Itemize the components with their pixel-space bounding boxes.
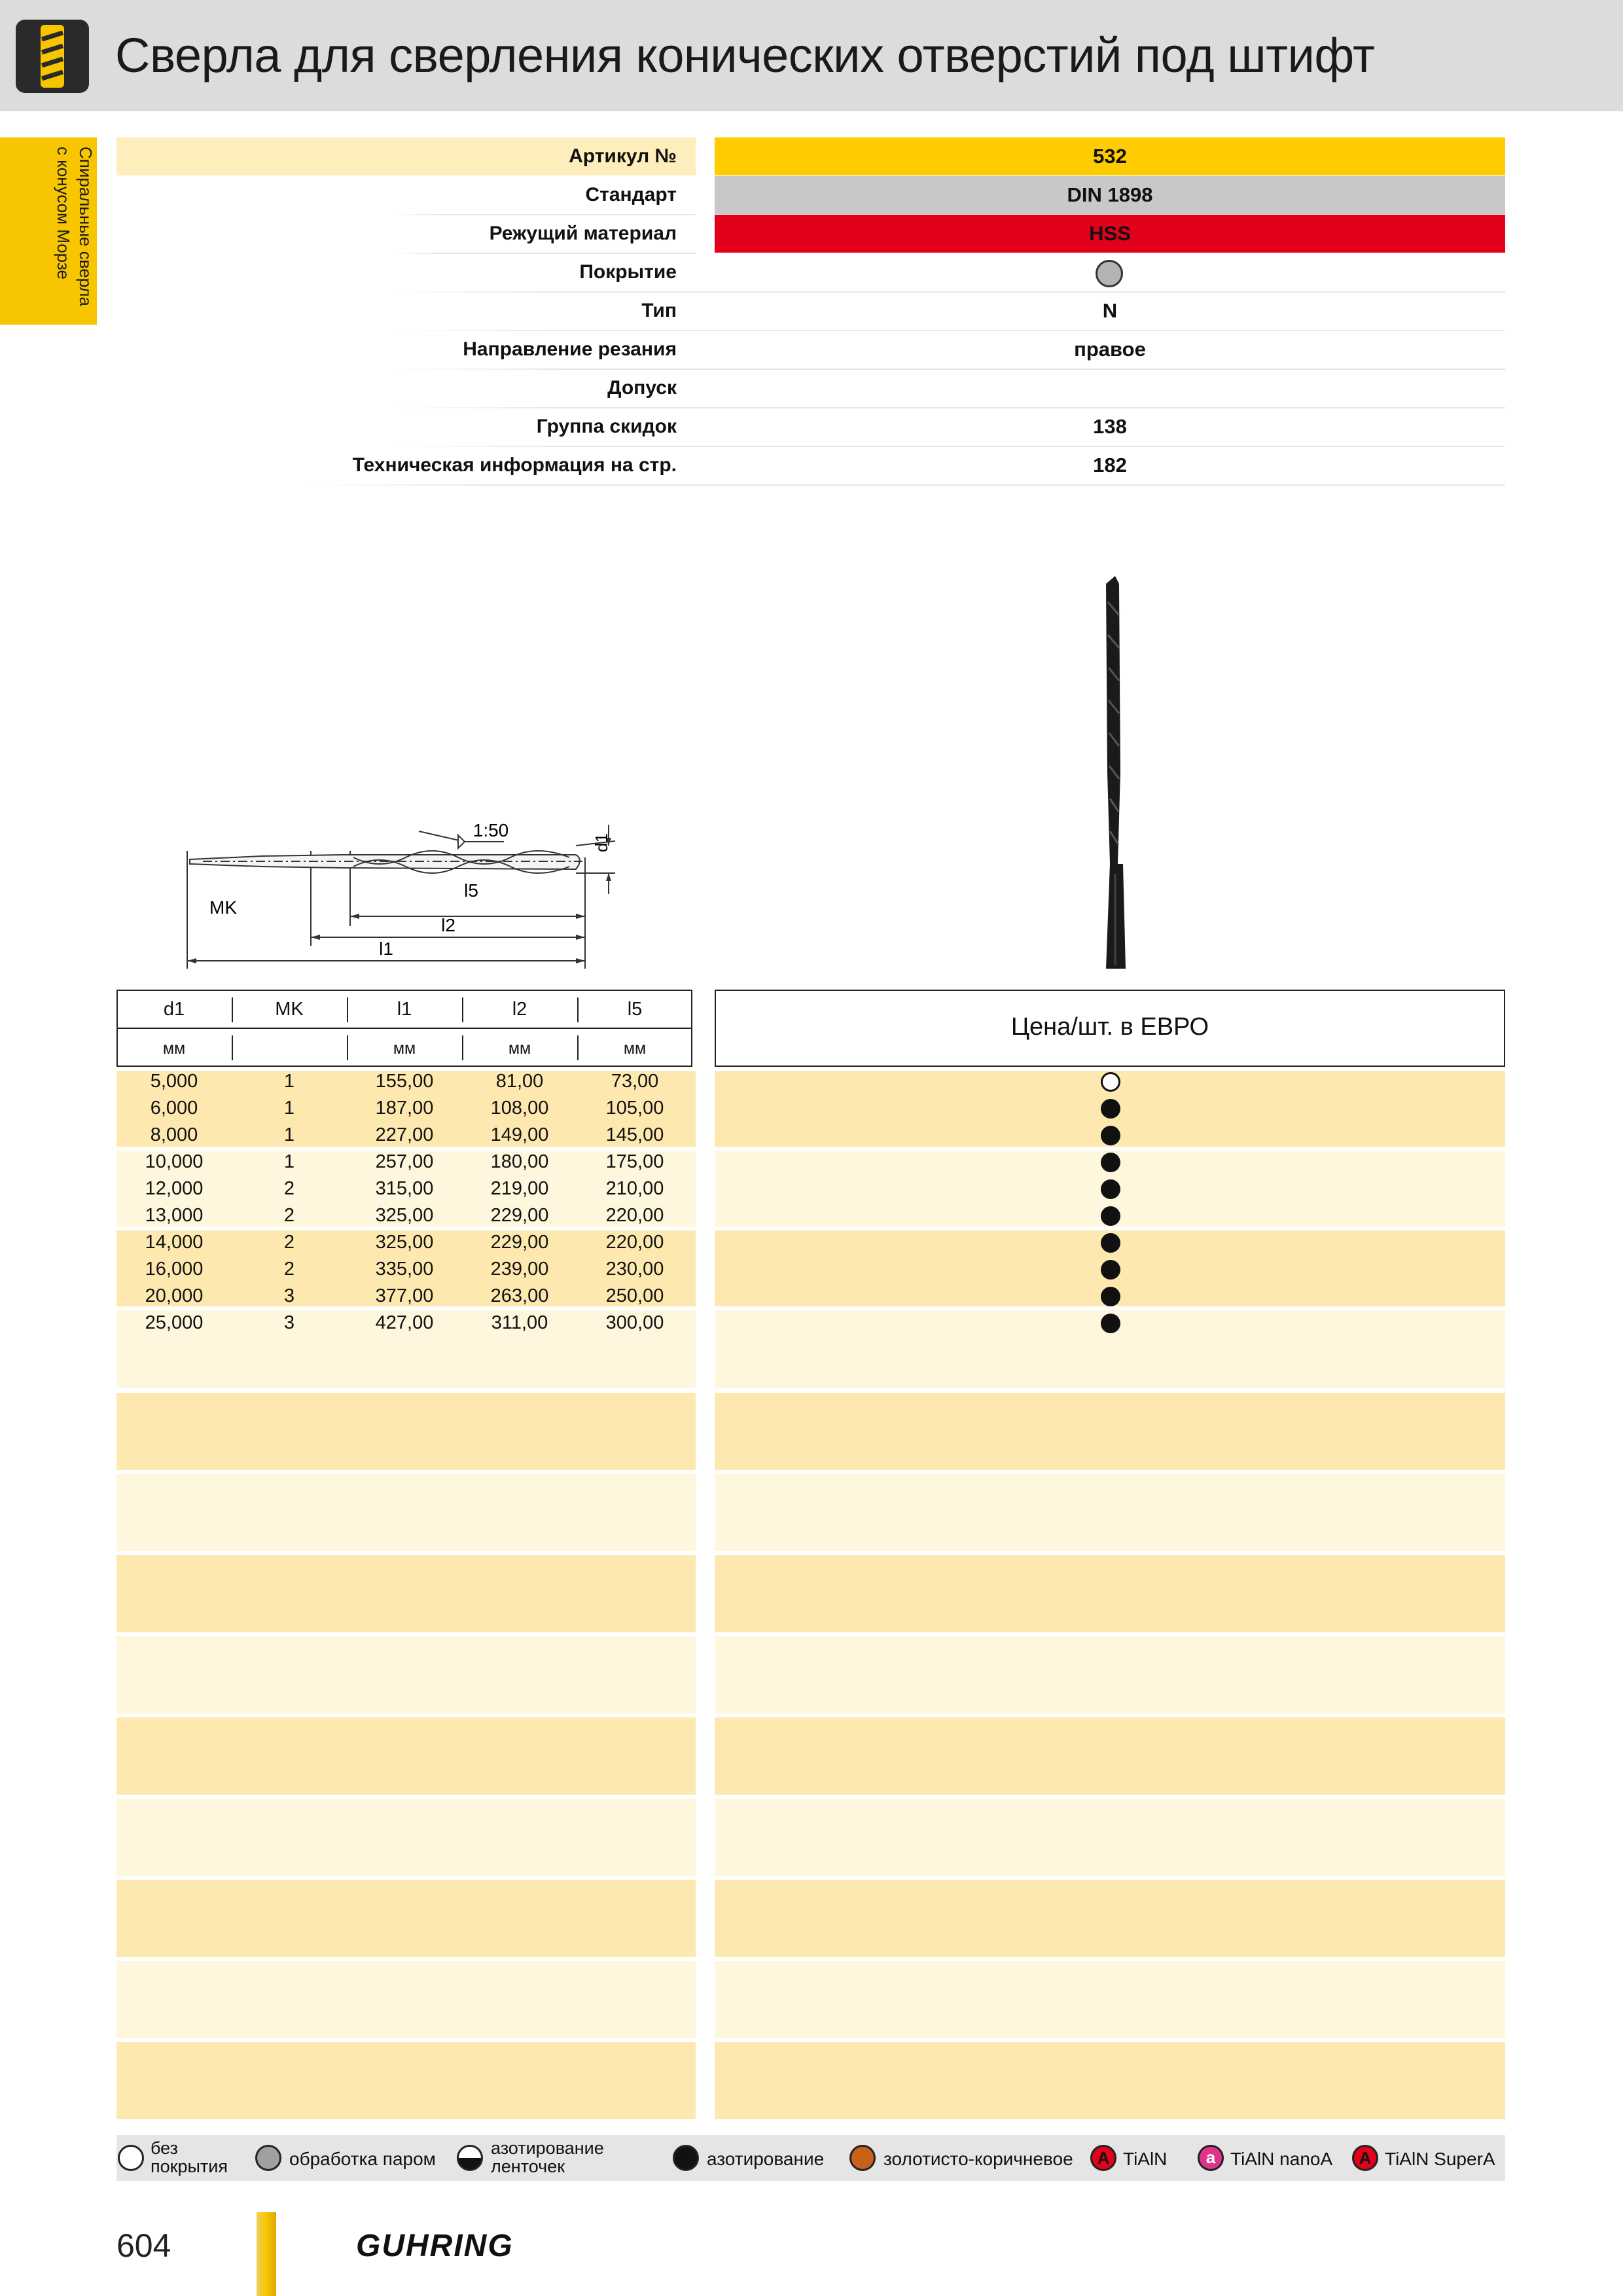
table-band: [715, 1717, 1505, 1795]
unit-l5: мм: [623, 1039, 647, 1058]
grey-circle-icon: [255, 2145, 281, 2171]
cell-d1: 13,000: [145, 1205, 204, 1226]
cell-l5: 145,00: [605, 1124, 664, 1145]
table-band: [715, 2042, 1505, 2119]
cell-l1: 427,00: [375, 1312, 434, 1333]
availability-filled-icon: [1101, 1099, 1120, 1119]
cell-mk: 3: [283, 1285, 295, 1306]
legend-label-nitrided: азотирование: [707, 2149, 825, 2169]
availability-filled-icon: [1101, 1206, 1120, 1226]
spec-label-standard: Стандарт: [585, 184, 677, 206]
cell-l1: 377,00: [375, 1285, 434, 1306]
table-band: [715, 1393, 1505, 1470]
cell-l2: 263,00: [490, 1285, 549, 1306]
cell-l5: 300,00: [605, 1312, 664, 1333]
cell-l2: 311,00: [491, 1312, 548, 1333]
cell-d1: 20,000: [145, 1285, 204, 1306]
cell-mk: 2: [283, 1205, 295, 1226]
spec-value-discount-group: 138: [1093, 415, 1127, 438]
category-tab-line2: с конусом Морзе: [54, 147, 73, 279]
cell-l1: 155,00: [375, 1071, 434, 1092]
cell-d1: 5,000: [150, 1071, 198, 1092]
spec-value-article: 532: [715, 137, 1505, 175]
price-header: Цена/шт. в ЕВРО: [1010, 1013, 1209, 1041]
table-band: [715, 1799, 1505, 1876]
tialn-supera-icon: A: [1352, 2145, 1378, 2171]
table-band: [715, 1880, 1505, 1957]
column-separator: [577, 1035, 579, 1060]
divider: [393, 214, 696, 215]
cell-l2: 180,00: [490, 1151, 549, 1172]
availability-filled-icon: [1101, 1260, 1120, 1280]
cell-l2: 239,00: [490, 1259, 549, 1280]
availability-filled-icon: [1101, 1153, 1120, 1172]
cell-d1: 6,000: [150, 1098, 198, 1119]
page-title: Сверла для сверления конических отверстий под штифт: [115, 28, 1375, 82]
table-band: [116, 2042, 696, 2119]
spec-value-tolerance: [715, 369, 1505, 407]
cell-l1: 257,00: [375, 1151, 434, 1172]
table-band: [116, 1717, 696, 1795]
divider: [393, 253, 696, 254]
table-band: [715, 1961, 1505, 2038]
spec-label-tech-info: Техническая информация на стр.: [352, 454, 677, 476]
cell-mk: 2: [283, 1259, 295, 1280]
drill-technical-drawing: [183, 812, 641, 969]
page-number: 604: [116, 2227, 171, 2264]
availability-filled-icon: [1101, 1126, 1120, 1145]
drawing-l5-label: l5: [464, 880, 478, 901]
category-tab-line1: Спиральные сверла: [76, 147, 96, 306]
availability-filled-icon: [1101, 1233, 1120, 1253]
drawing-taper-label: 1:50: [473, 820, 509, 840]
unit-d1: мм: [162, 1039, 186, 1058]
cell-l5: 230,00: [605, 1259, 664, 1280]
spec-value-tech-info[interactable]: 182: [1093, 454, 1127, 476]
cell-l1: 325,00: [375, 1232, 434, 1253]
drawing-l1-label: l1: [379, 939, 393, 959]
column-header-mk: MK: [275, 999, 304, 1020]
cell-mk: 1: [283, 1151, 295, 1172]
table-band: [715, 1636, 1505, 1713]
table-band: [116, 1555, 696, 1632]
drawing-l2-label: l2: [441, 915, 455, 935]
column-separator: [232, 1035, 233, 1060]
spec-value-direction: правое: [1074, 338, 1146, 361]
availability-filled-icon: [1101, 1179, 1120, 1199]
cell-l5: 73,00: [611, 1071, 659, 1092]
cell-l2: 219,00: [490, 1178, 549, 1199]
cell-mk: 2: [283, 1178, 295, 1199]
cell-l1: 325,00: [375, 1205, 434, 1226]
cell-mk: 1: [283, 1071, 295, 1092]
cell-mk: 3: [283, 1312, 295, 1333]
spec-label-coating: Покрытие: [579, 261, 677, 283]
unit-l2: мм: [508, 1039, 531, 1058]
black-circle-icon: [673, 2145, 699, 2171]
cell-l5: 250,00: [605, 1285, 664, 1306]
cell-l5: 220,00: [605, 1232, 664, 1253]
legend-label-steam: обработка паром: [289, 2149, 436, 2169]
availability-open-icon: [1101, 1072, 1120, 1092]
cell-d1: 12,000: [145, 1178, 204, 1199]
table-band: [116, 1880, 696, 1957]
cell-l2: 108,00: [490, 1098, 549, 1119]
header-divider: [118, 1028, 691, 1029]
unit-l1: мм: [393, 1039, 416, 1058]
category-tab-label: [38, 147, 97, 318]
legend-label-tialn: TiAlN: [1123, 2149, 1168, 2169]
cell-l1: 187,00: [375, 1098, 434, 1119]
cell-mk: 2: [283, 1232, 295, 1253]
column-separator: [462, 1035, 463, 1060]
legend-label-tialn-nanoa: TiAlN nanoA: [1230, 2149, 1333, 2169]
drawing-d1-label: d1: [592, 833, 611, 852]
brown-circle-icon: [849, 2145, 876, 2171]
spec-label-article: Артикул №: [569, 145, 677, 167]
table-band: [715, 1474, 1505, 1551]
table-band: [116, 1474, 696, 1551]
cell-d1: 25,000: [145, 1312, 204, 1333]
legend-label-tialn-supera: TiAlN SuperA: [1385, 2149, 1495, 2169]
cell-l1: 335,00: [375, 1259, 434, 1280]
spec-label-direction: Направление резания: [463, 338, 677, 360]
legend-label-uncoated: без покрытия: [151, 2138, 228, 2176]
cell-l1: 227,00: [375, 1124, 434, 1145]
legend-label-margin-nitrided: азотирование ленточек: [491, 2138, 604, 2176]
divider: [308, 484, 1505, 486]
open-circle-icon: [118, 2145, 144, 2171]
table-band: [116, 1799, 696, 1876]
cell-d1: 16,000: [145, 1259, 204, 1280]
cell-l2: 149,00: [490, 1124, 549, 1145]
cell-d1: 14,000: [145, 1232, 204, 1253]
column-separator: [577, 997, 579, 1022]
cell-l5: 105,00: [605, 1098, 664, 1119]
cell-l5: 210,00: [605, 1178, 664, 1199]
column-header-l1: l1: [397, 999, 412, 1020]
cell-mk: 1: [283, 1098, 295, 1119]
availability-filled-icon: [1101, 1314, 1120, 1333]
cell-l5: 220,00: [605, 1205, 664, 1226]
column-header-l5: l5: [627, 999, 643, 1020]
spec-value-standard: DIN 1898: [715, 176, 1505, 214]
cell-l2: 229,00: [490, 1205, 549, 1226]
drill-logo-icon: [16, 20, 89, 93]
column-separator: [462, 997, 463, 1022]
drawing-mk-label: MK: [209, 897, 237, 918]
tialn-nanoa-icon: a: [1198, 2145, 1224, 2171]
drill-product-image: [1086, 576, 1139, 975]
table-band: [116, 1961, 696, 2038]
column-separator: [347, 997, 348, 1022]
cell-l2: 229,00: [490, 1232, 549, 1253]
spec-label-discount-group: Группа скидок: [536, 416, 677, 437]
cell-l5: 175,00: [605, 1151, 664, 1172]
availability-filled-icon: [1101, 1287, 1120, 1306]
column-header-l2: l2: [512, 999, 527, 1020]
half-circle-icon: [457, 2145, 483, 2171]
cell-d1: 8,000: [150, 1124, 198, 1145]
cell-l1: 315,00: [375, 1178, 434, 1199]
brand-logo: GUHRING: [356, 2229, 514, 2263]
table-band: [116, 1636, 696, 1713]
column-separator: [347, 1035, 348, 1060]
spec-value-type: N: [1102, 299, 1118, 322]
spec-label-tolerance: Допуск: [607, 377, 677, 399]
table-band: [116, 1393, 696, 1470]
spec-value-material: HSS: [715, 215, 1505, 253]
table-band: [715, 1555, 1505, 1632]
spec-label-material: Режущий материал: [489, 223, 677, 244]
cell-d1: 10,000: [145, 1151, 204, 1172]
legend-label-gold-brown: золотисто-коричневое: [883, 2149, 1073, 2169]
cell-l2: 81,00: [495, 1071, 544, 1092]
steam-treated-coating-icon: [1096, 260, 1123, 287]
tialn-icon: A: [1090, 2145, 1116, 2171]
spec-label-type: Тип: [641, 300, 677, 321]
column-separator: [232, 997, 233, 1022]
column-header-d1: d1: [163, 999, 185, 1020]
footer-accent-bar: [257, 2212, 276, 2296]
cell-mk: 1: [283, 1124, 295, 1145]
